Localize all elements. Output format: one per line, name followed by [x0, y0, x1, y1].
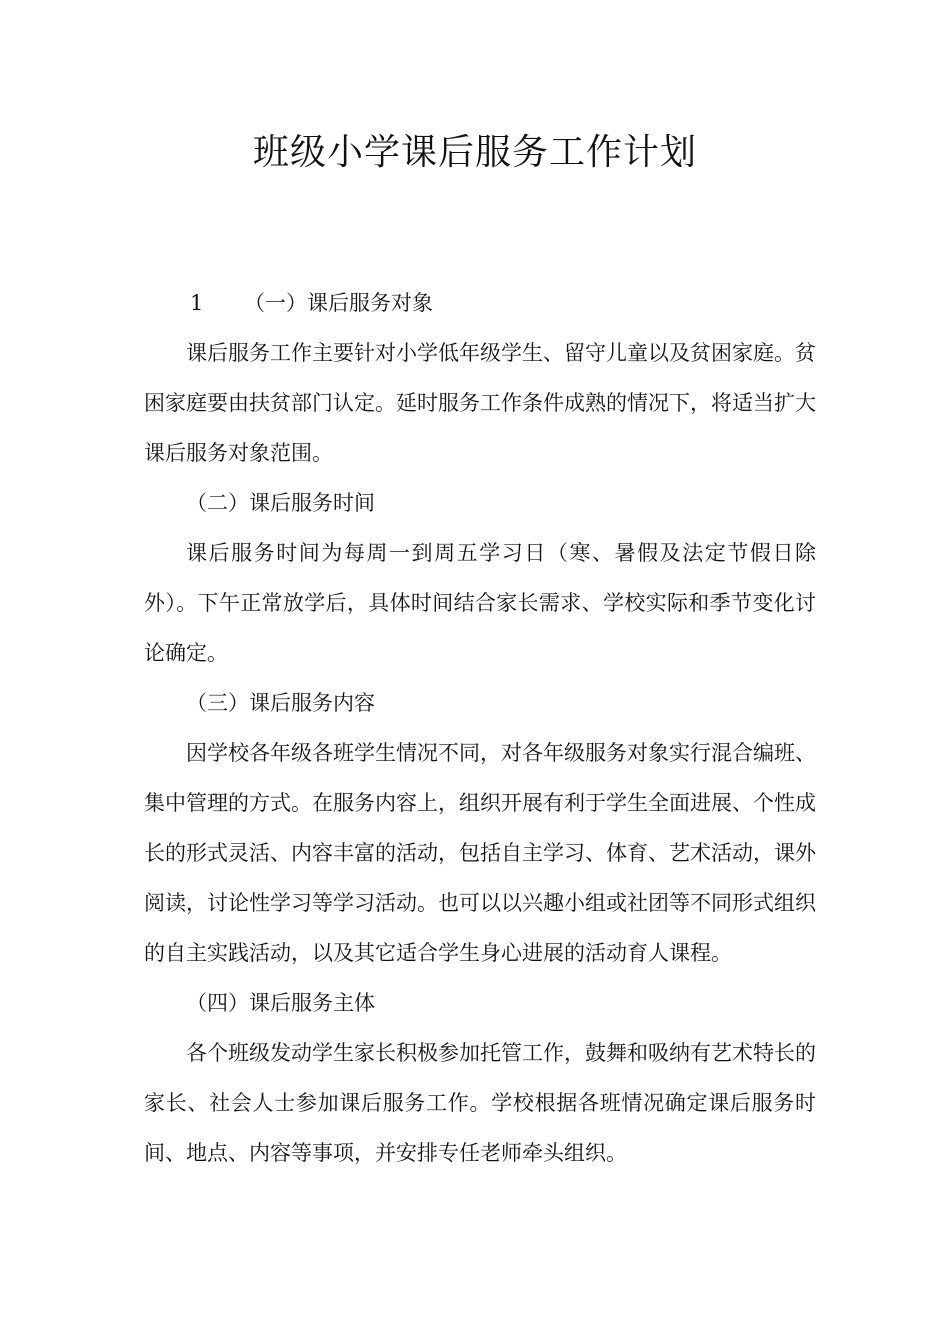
document-title: 班级小学课后服务工作计划 [252, 132, 697, 173]
section-paragraph [144, 328, 816, 478]
paragraph-line: 心进展的活动育人课程。 [501, 941, 732, 965]
section-1 [144, 278, 816, 478]
section-2 [144, 478, 816, 678]
paragraph-line: 因学校各年级各班学生情况不同，对各年级服务对象实行混合 [186, 741, 753, 765]
section-heading: （三）课后服务内容 [186, 691, 375, 715]
paragraph-line: 节变化讨论确定。 [144, 591, 817, 665]
paragraph-line: 课后服务时间为每周一到周五学习日（寒、暑假及法定节假日 [186, 541, 795, 565]
section-number: 1 [190, 291, 204, 315]
section-3 [144, 678, 816, 978]
section-paragraph [144, 728, 816, 978]
paragraph-line: 将适当扩大课后服务对象范围。 [144, 391, 816, 465]
section-4 [144, 978, 816, 1178]
section-paragraph [144, 528, 816, 678]
section-paragraph [144, 1028, 816, 1178]
paragraph-line: 特长的家长、社会人士参加课后服务工作。学校根据各班情况确定 [144, 1041, 816, 1115]
paragraph-line: 编班、集中管理的方式。在服务内容上，组织开展有利于学生全面 [144, 741, 816, 815]
paragraph-line: 进展、个性成长的形式灵活、内容丰富的活动，包括自主学习、体 [144, 791, 816, 865]
section-heading: （二）课后服务时间 [186, 491, 375, 515]
paragraph-line: 课后服务时间、地点、内容等事项，并安排专任老师牵头组织。 [144, 1091, 817, 1165]
section-heading [144, 278, 816, 328]
section-heading-text: （一）课后服务对象 [244, 291, 433, 315]
paragraph-line: 小组或社团等不同形式组织的自主实践活动，以及其它适合学生身 [144, 891, 816, 965]
paragraph-line: 课后服务工作主要针对小学低年级学生、留守儿童以及贫困家 [186, 341, 753, 365]
paragraph-line: 除外）。下午正常放学后，具体时间结合家长需求、学校实际和季 [144, 541, 816, 615]
document-body [144, 278, 816, 1178]
paragraph-line: 各个班级发动学生家长积极参加托管工作，鼓舞和吸纳有艺术 [186, 1041, 753, 1065]
paragraph-line: 庭。贫困家庭要由扶贫部门认定。延时服务工作条件成熟的情况下， [144, 341, 816, 415]
paragraph-line: 育、艺术活动，课外阅读，讨论性学习等学习活动。也可以以兴趣 [144, 841, 816, 915]
section-heading: （四）课后服务主体 [186, 991, 375, 1015]
